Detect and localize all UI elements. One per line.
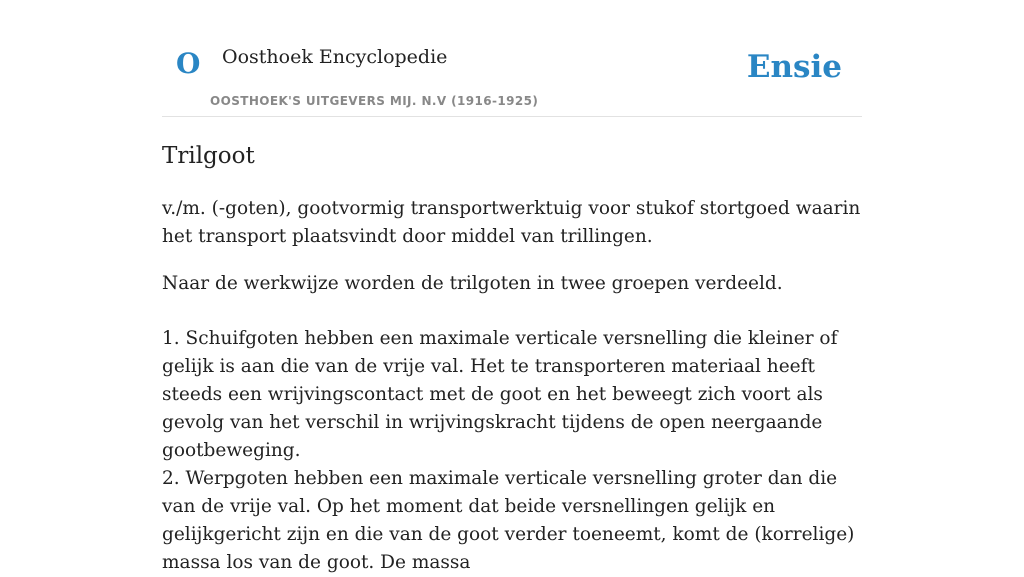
article-title: Trilgoot: [162, 143, 255, 169]
page-container: [162, 0, 862, 577]
ensie-brand-logo[interactable]: Ensie: [746, 49, 842, 85]
publisher-label: OOSTHOEK'S UITGEVERS MIJ. N.V (1916-1925): [210, 94, 539, 108]
article-paragraph-intro: Naar de werkwijze worden de trilgoten in twee groepen verdeeld.: [162, 273, 783, 294]
article-paragraph-definition: v./m. (-goten), gootvormig transportwerktuig voor stukof stortgoed waarin het transport plaatsvindt door middel van trillingen.: [162, 198, 861, 247]
book-title-link[interactable]: Oosthoek Encyclopedie: [222, 46, 448, 68]
article-body: [162, 195, 862, 577]
book-logo-icon[interactable]: O: [176, 47, 201, 80]
article-paragraph-item-2: 2. Werpgoten hebben een maximale verticale versnelling groter dan die van de vrije val. Op het moment dat beide versnellingen gelijk en gelijkgericht zijn en die van de goot verder toeneemt, komt de (korrelige) massa los van de goot. De massa: [162, 468, 855, 573]
site-header: [162, 0, 862, 117]
article-paragraph-item-1: 1. Schuifgoten hebben een maximale verticale versnelling die kleiner of gelijk is aan die van de vrije val. Het te transporteren materiaal heeft steeds een wrijvingscontact met de goot en het beweegt zich voort als gevolg van het verschil in wrijvingskracht tijdens de open neergaande gootbeweging.: [162, 328, 838, 461]
